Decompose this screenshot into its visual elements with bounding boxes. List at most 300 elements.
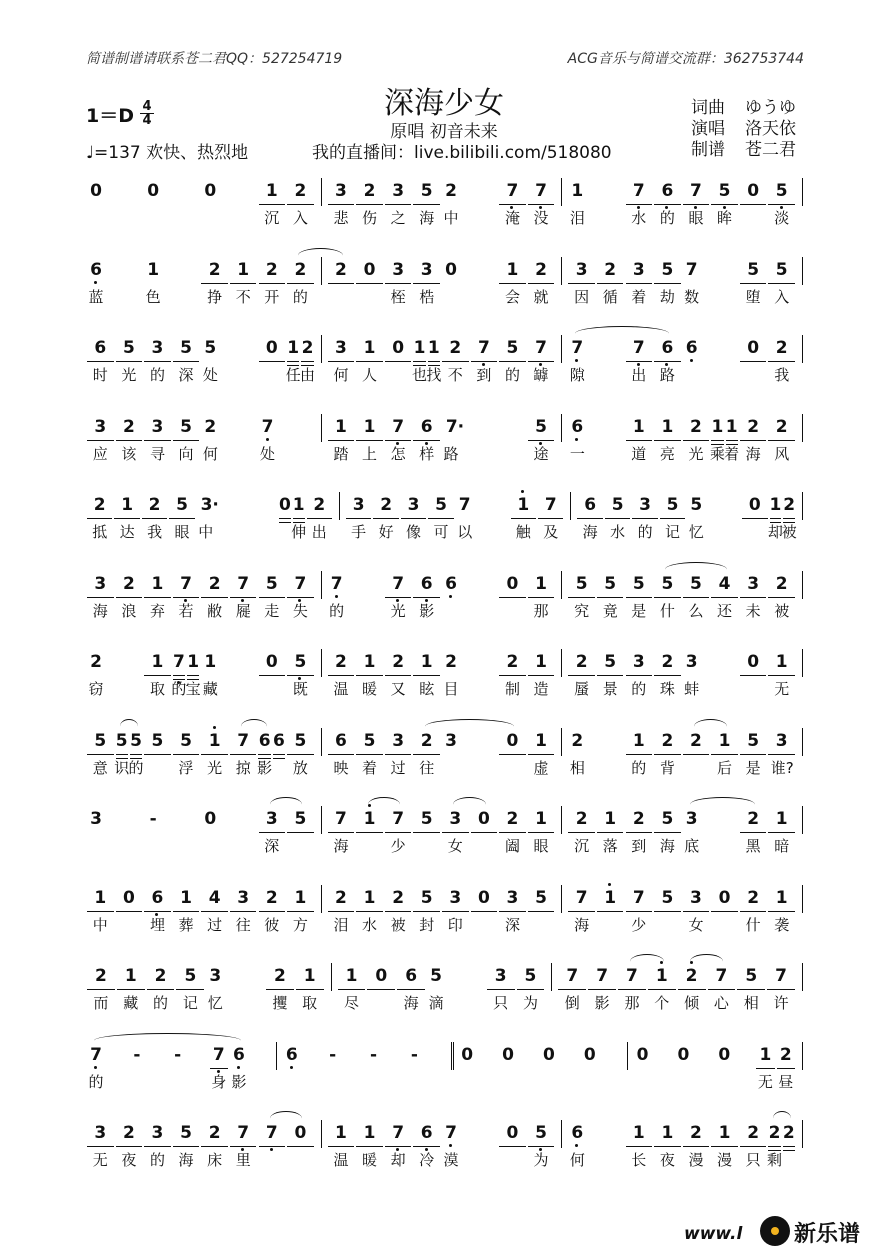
note: 2 [332,651,350,673]
rest: 0 [90,181,102,201]
beam-line [144,440,171,441]
lyric-syllable: 虚 [533,758,549,777]
note: 6 [683,337,701,359]
low-octave-dot [290,1066,293,1069]
lyric-syllable: 中 [92,915,108,934]
note: 6 [418,1122,436,1144]
beam-line [230,597,257,598]
note: 5 [204,338,217,358]
lyric-syllable: 就 [533,287,549,306]
lyric-syllable: 到 [476,366,492,384]
note: 2 [573,651,591,673]
lyric-syllable: 深 [264,837,280,855]
lyric-line [86,1149,808,1171]
note: 1 [234,259,252,281]
beam-line [266,989,294,990]
note: 2 [630,808,648,830]
beam-line [711,911,738,912]
note: 1 [571,181,584,201]
beam-line [711,754,738,755]
page-title: 深海少女 [384,86,504,121]
beam-line [626,675,653,676]
note: 3 [687,887,705,909]
note: 2 [263,259,281,281]
lyric-syllable: 落 [602,837,618,855]
note: 1 [716,1122,734,1144]
lyric-syllable: 少 [631,915,647,934]
beam-line [413,832,440,833]
lyric-syllable: 为 [533,1151,549,1169]
lyric-syllable: 海 [178,1151,194,1169]
beam-line [287,361,299,362]
beam-line [259,675,286,676]
note: 1 [91,887,109,909]
lyric-syllable: 么 [688,601,704,620]
lyric-syllable: 阖 [504,837,520,855]
lyric-syllable: 的 [292,287,308,306]
note: 6 [568,416,586,438]
beam-line [87,361,114,362]
note: 6 [148,887,166,909]
note: 1 [532,573,550,595]
note: 1 [284,337,302,359]
note: 2 [773,337,791,359]
note: 7 [234,573,252,595]
note: 3 [685,652,698,672]
beam-line [287,1146,314,1147]
score-line [86,965,808,991]
rest: 0 [263,651,281,673]
note: 5 [432,494,450,516]
lyric-syllable: 方 [292,915,308,934]
lyric-syllable: 夜 [121,1151,137,1169]
note: 7 [503,180,521,202]
rest: 0 [204,809,217,829]
note: 7 [475,337,493,359]
lyric-syllable: 手 [351,523,367,541]
note: 5 [177,337,195,359]
beam-line [287,832,314,833]
rest: 0 [677,1044,690,1065]
lyric-syllable: 竟 [602,601,618,620]
low-octave-dot [94,1066,97,1069]
note: 5 [532,1122,550,1144]
beam-line [328,1146,355,1147]
note: 7 [573,887,591,909]
lyric-syllable: 着 [631,287,647,306]
low-octave-dot [335,595,338,598]
lyric-syllable: 记 [182,994,198,1012]
lyric-line [86,600,808,622]
note: 5 [418,887,436,909]
lyric-syllable: 劫 [659,287,675,306]
beam-line [356,911,383,912]
bar-line [321,649,322,677]
lyric-syllable: 途 [533,444,549,463]
lyric-syllable: 藏 [202,680,218,698]
lyric-syllable: 既 [292,680,308,698]
beam-line [273,754,285,755]
note: 1 [425,337,443,359]
note: 3 [209,966,222,986]
note: 1 [601,808,619,830]
note: 2 [658,730,676,752]
lyric-syllable: 眩 [419,680,435,698]
lyric-syllable: 道 [631,444,647,463]
note: 6 [568,1122,586,1144]
note: 2 [206,573,224,595]
note: 3 [744,573,762,595]
note: 3 [91,1122,109,1144]
beam-line [528,675,555,676]
beam-line [87,440,114,441]
lyric-syllable: 会 [504,287,520,306]
score-line [86,573,808,599]
bar-line [802,728,803,756]
note: 2 [120,573,138,595]
beam-line [678,989,706,990]
note: 7 [623,965,641,987]
beam-line [768,597,795,598]
note: 2 [687,416,705,438]
lyric-syllable: 以 [457,523,473,541]
lyric-syllable: 该 [121,444,137,463]
note: 1 [343,965,361,987]
beam-line [114,518,139,519]
lyric-syllable: 倒 [564,994,580,1012]
beam-line [279,518,291,519]
lyric-syllable: 夜 [659,1151,675,1169]
note: 7 [210,1044,228,1066]
note: 2 [90,652,102,672]
note: 5 [181,965,199,987]
beam-line [338,989,366,990]
lyric-syllable: 影 [231,1072,247,1091]
beam-line [528,911,555,912]
note: 2 [503,808,521,830]
note: 3 [445,730,457,751]
score-line [86,887,808,913]
lyric-line [86,207,808,229]
note: 7 [389,1122,407,1144]
beam-line [296,989,324,990]
lyric-syllable: 眼 [174,523,190,541]
beam-line [768,440,795,441]
lyric-syllable: 中 [198,523,214,541]
beam-line [328,204,355,205]
beam-line [442,911,469,912]
high-octave-dot [213,726,216,729]
note: 1 [716,730,734,752]
beam-line [259,911,286,912]
note: 2 [146,494,164,516]
lyric-syllable: 中 [443,209,459,227]
vinyl-record-icon [760,1216,790,1246]
note: 5 [664,494,682,516]
lyric-syllable: 弃 [149,601,165,620]
lyric-line [86,443,808,465]
lyric-syllable: 达 [119,523,135,541]
bar-line [331,963,332,991]
lyric-syllable: 罅 [533,366,549,384]
lyric-syllable: 藏 [123,994,139,1012]
note: 3 [630,651,648,673]
low-octave-dot [94,281,97,284]
beam-line [301,361,313,362]
note: 1 [148,573,166,595]
low-octave-dot [575,1144,578,1147]
note: 3· [200,495,219,515]
note: 2 [310,494,328,516]
note: 2 [291,259,309,281]
beam-line [683,204,710,205]
lyric-syllable: 好 [378,523,394,541]
site-brand[interactable] [676,1212,876,1252]
note: 1 [118,494,136,516]
beam-line [767,989,795,990]
note: 1 [122,965,140,987]
lyric-syllable: 到 [631,837,647,855]
note: 1 [361,808,379,830]
lyric-syllable: 放 [292,758,308,777]
lyric-syllable: 而 [93,994,109,1012]
note: 2 [658,651,676,673]
beam-line [173,361,200,362]
lyric-syllable: 心 [713,994,729,1012]
beam-line [385,440,412,441]
beam-line [201,283,228,284]
lyric-syllable: 那 [533,601,549,620]
note: 7 [389,808,407,830]
lyric-syllable: 掠 [235,758,251,777]
lyric-syllable: 暖 [362,680,378,698]
lyric-syllable: 挣 [207,287,223,306]
note: 5 [120,337,138,359]
lyric-syllable: 向 [178,444,194,463]
bar-line [321,806,322,834]
lyric-syllable: 的 [128,758,144,777]
beam-line [711,597,738,598]
lyric-syllable: 水 [631,209,647,227]
note: 5 [521,965,539,987]
lyric-syllable: 上 [362,444,378,463]
lyric-syllable: 温 [333,1151,349,1169]
note: 1 [708,416,726,438]
note: 5 [609,494,627,516]
bar-line [802,492,803,520]
rest: 0 [461,1044,474,1065]
rest: 0 [503,1122,521,1144]
note: 2 [503,651,521,673]
lyric-syllable: 却 [767,523,783,541]
lyric-syllable: 海 [92,601,108,620]
bar-line [627,1042,628,1070]
note: 1 [532,808,550,830]
beam-line [373,518,398,519]
note: 3 [91,416,109,438]
lyric-syllable: 处 [259,444,275,463]
note: 2 [120,1122,138,1144]
slur-tie [773,1111,791,1126]
note: 5 [430,966,442,986]
lyric-syllable: 滴 [428,994,444,1012]
lyric-syllable: 悲 [333,209,349,227]
beam-line [385,832,412,833]
lyric-syllable: 影 [257,758,273,777]
beam-line [654,440,681,441]
note: 7 [234,1122,252,1144]
beam-line [428,361,440,362]
note: 5 [773,259,791,281]
sustain-dash: - [329,1044,337,1065]
lyric-syllable: 时 [92,366,108,384]
lyric-syllable: 什 [745,915,761,934]
original-singer: 原唱 初音未来 [390,122,498,142]
lyric-syllable: 无 [757,1072,773,1091]
note: 1 [361,887,379,909]
note: 2 [291,180,309,202]
note: 1 [332,416,350,438]
note: 6 [256,730,274,752]
beam-line [116,361,143,362]
credit-singer: 演唱 洛天依 [691,119,796,139]
live-stream-link[interactable]: 我的直播间：live.bilibili.com/518080 [312,143,612,163]
lyric-syllable: 路 [659,366,675,384]
beam-line [87,597,114,598]
lyric-syllable: 被 [774,601,790,620]
beam-line [413,597,440,598]
lyric-syllable: 样 [419,444,435,463]
bar-line [561,257,562,285]
lyric-syllable: 葬 [178,915,194,934]
note: 3 [492,965,510,987]
beam-line [147,989,175,990]
sustain-dash: - [133,1044,141,1065]
beam-line [568,675,595,676]
beam-line [173,911,200,912]
lyric-syllable: 识 [114,758,130,777]
beam-line [654,911,681,912]
note: 5 [291,651,309,673]
lyric-syllable: 只 [493,994,509,1012]
note: 5 [113,730,131,752]
lyric-syllable: 由 [300,366,316,384]
beam-line [683,754,710,755]
note: 5 [658,259,676,281]
note: 6 [270,730,288,752]
beam-line [87,911,114,912]
sustain-dash: - [410,1044,418,1065]
beam-line [740,911,767,912]
score-line [86,416,808,442]
note: 1 [756,1044,774,1066]
beam-line [528,204,555,205]
lyric-syllable: 光 [121,366,137,384]
lyric-syllable: 尽 [344,994,360,1012]
credit-lyrics-music: 词曲 ゆうゆ [691,98,796,118]
lyric-syllable: 触 [515,523,531,541]
beam-line [626,361,653,362]
credit-transcriber: 制谱 苍二君 [691,140,796,160]
lyric-syllable: 里 [235,1151,251,1169]
lyric-syllable: 也 [412,366,428,384]
note: 7 [563,965,581,987]
note: 2 [744,808,762,830]
note: 2 [389,887,407,909]
lyric-syllable: 像 [406,523,422,541]
note: 1 [290,494,308,516]
note: 6 [332,730,350,752]
lyric-syllable: 冷 [419,1151,435,1169]
beam-line [711,1146,738,1147]
note: 3 [573,259,591,281]
beam-line [259,283,286,284]
slur-tie [575,326,669,341]
lyric-syllable: 温 [333,680,349,698]
beam-line [783,1146,795,1147]
lyric-syllable: 隙 [569,366,585,384]
note: 2 [332,887,350,909]
bar-line [802,335,803,363]
slur-tie [368,797,401,812]
note: 3 [148,1122,166,1144]
lyric-syllable: 海 [659,837,675,855]
beam-line [385,754,412,755]
note: 5 [744,259,762,281]
note: 6 [581,494,599,516]
note: 7 [532,180,550,202]
note: 7 [332,808,350,830]
beam-line [528,440,555,441]
lyric-syllable: 光 [688,444,704,463]
lyric-syllable: 无 [92,1151,108,1169]
note: 3 [418,259,436,281]
note: 5 [601,573,619,595]
lyric-syllable: 应 [92,444,108,463]
beam-line [499,204,526,205]
beam-line [259,597,286,598]
beam-line [287,911,314,912]
note: 1 [361,416,379,438]
lyric-syllable: 彼 [264,915,280,934]
note: 7 [542,494,560,516]
lyric-syllable: 若 [178,601,194,620]
lyric-syllable: 相 [569,758,585,777]
bar-line [321,1120,322,1148]
lyric-syllable: 眸 [717,209,733,227]
lyric-syllable: 女 [688,915,704,934]
lyric-syllable: 水 [610,523,626,541]
lyric-syllable: 海 [419,209,435,227]
lyric-syllable: 不 [447,366,463,384]
beam-line [740,440,767,441]
lyric-syllable: 黑 [745,837,761,855]
note: 3 [389,730,407,752]
bar-line [561,728,562,756]
lyric-syllable: 景 [602,680,618,698]
lyric-syllable: 过 [390,758,406,777]
beam-line [528,597,555,598]
lyric-syllable: 往 [235,915,251,934]
beam-line [654,597,681,598]
beam-line [654,361,681,362]
note: 1 [204,652,217,672]
lyric-syllable: 往 [419,758,435,777]
beam-line [740,675,767,676]
bar-line [321,178,322,206]
note: 1 [723,416,741,438]
note: 5 [503,337,521,359]
